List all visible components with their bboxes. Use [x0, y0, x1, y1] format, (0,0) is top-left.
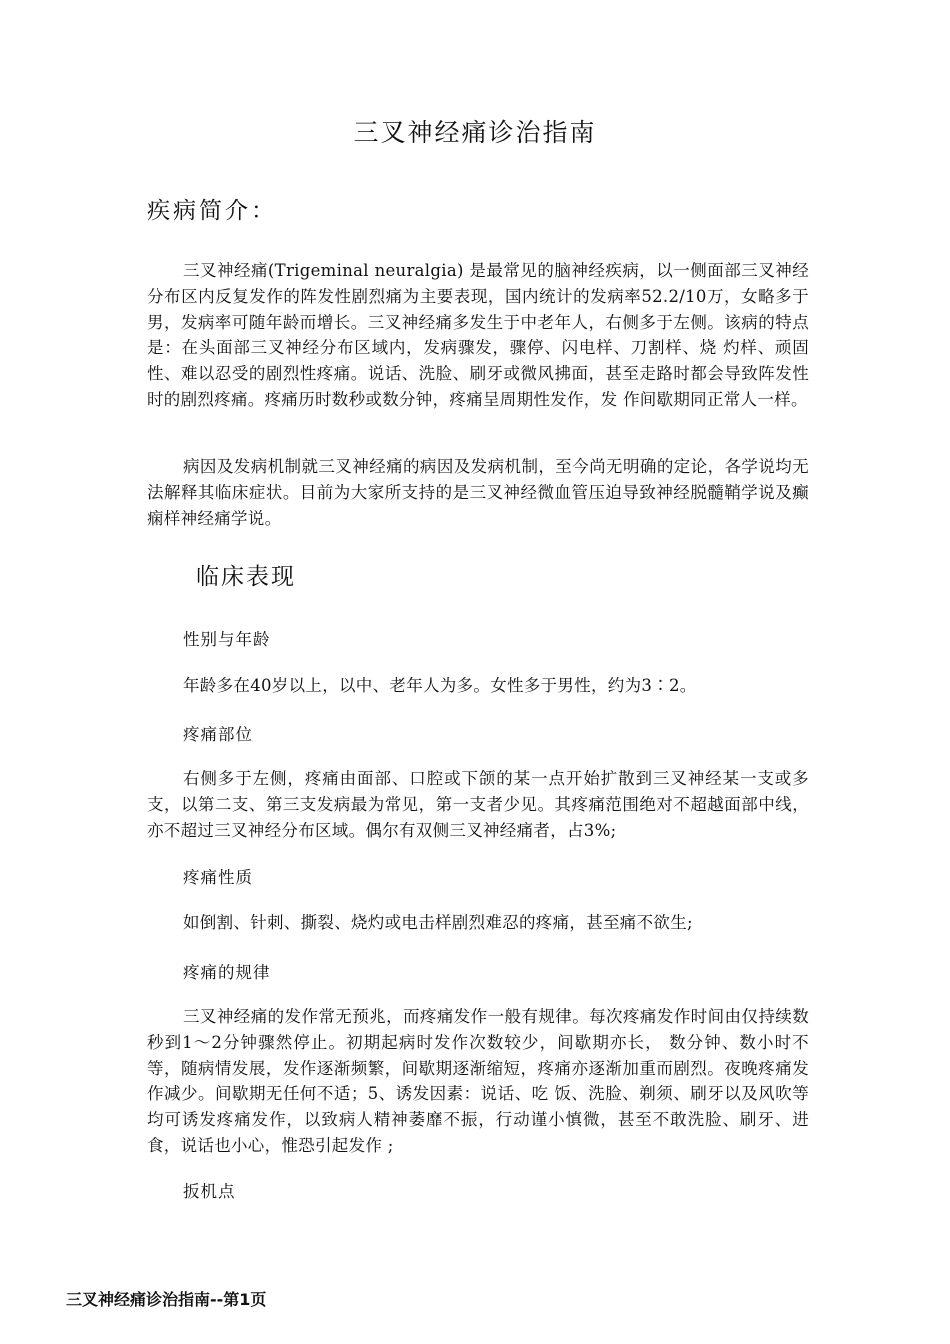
paragraph-pain-nature: 如倒割、针刺、撕裂、烧灼或电击样剧烈难忍的疼痛，甚至痛不欲生;: [183, 913, 693, 932]
page-footer: 三叉神经痛诊治指南--第1页: [66, 1290, 267, 1309]
subheading-pain-site: 疼痛部位: [183, 725, 253, 744]
subheading-pain-pattern: 疼痛的规律: [183, 963, 271, 982]
intro-paragraph-1: 三叉神经痛(Trigeminal neuralgia) 是最常见的脑神经疾病，以一侧面部三叉神经分布区内反复发作的阵发性剧烈痛为主要表现，国内统计的发病率52.2/10万，女略多于 男，发病率可随年龄而增长。三叉神经痛多发生于中老年人，右侧多于左侧。该病的特点是：在头面部三叉神经分布区域内，发病骤发，骤停、闪电样、刀割样、烧 灼样、顽固性、难以忍受的剧烈性疼痛。说话、洗脸、刷牙或微风拂面，甚至走路时都会导致阵发性时的剧烈疼痛。疼痛历时数秒或数分钟，疼痛呈周期性发作，发 作间歇期同正常人一样。: [147, 261, 809, 409]
subheading-trigger-point: 扳机点: [183, 1182, 236, 1201]
subheading-pain-nature: 疼痛性质: [183, 868, 253, 887]
intro-paragraph-2: 病因及发病机制就三叉神经痛的病因及发病机制，至今尚无明确的定论，各学说均无法解释其临床症状。目前为大家所支持的是三叉神经微血管压迫导致神经脱髓鞘学说及癫痫样神经痛学说。: [147, 457, 809, 528]
paragraph-pain-pattern: 三叉神经痛的发作常无预兆，而疼痛发作一般有规律。每次疼痛发作时间由仅持续数秒到1～2分钟骤然停止。初期起病时发作次数较少，间歇期亦长， 数分钟、数小时不等，随病情发展，发作逐渐频繁，间歇期逐渐缩短，疼痛亦逐渐加重而剧烈。夜晚疼痛发作减少。间歇期无任何不适；5、诱发因素：说话、吃 饭、洗脸、剃须、刷牙以及风吹等均可诱发疼痛发作，以致病人精神萎靡不振，行动谨小慎微，甚至不敢洗脸、刷牙、进食，说话也小心，惟恐引起发作 ;: [147, 1007, 809, 1155]
section-heading-clinical: 临床表现: [196, 564, 296, 590]
document-title: 三叉神经痛诊治指南: [353, 118, 597, 147]
section-heading-intro: 疾病简介：: [147, 198, 277, 224]
paragraph-pain-site: 右侧多于左侧，疼痛由面部、口腔或下颌的某一点开始扩散到三叉神经某一支或多支，以第二支、第三支发病最为常见，第一支者少见。其疼痛范围绝对不超越面部中线，亦不超过三叉神经分布区域。偶尔有双侧三叉神经痛者，占3%;: [147, 769, 809, 840]
subheading-sex-age: 性别与年龄: [183, 630, 271, 649]
paragraph-sex-age: 年龄多在40岁以上，以中、老年人为多。女性多于男性，约为3∶2。: [183, 676, 697, 695]
